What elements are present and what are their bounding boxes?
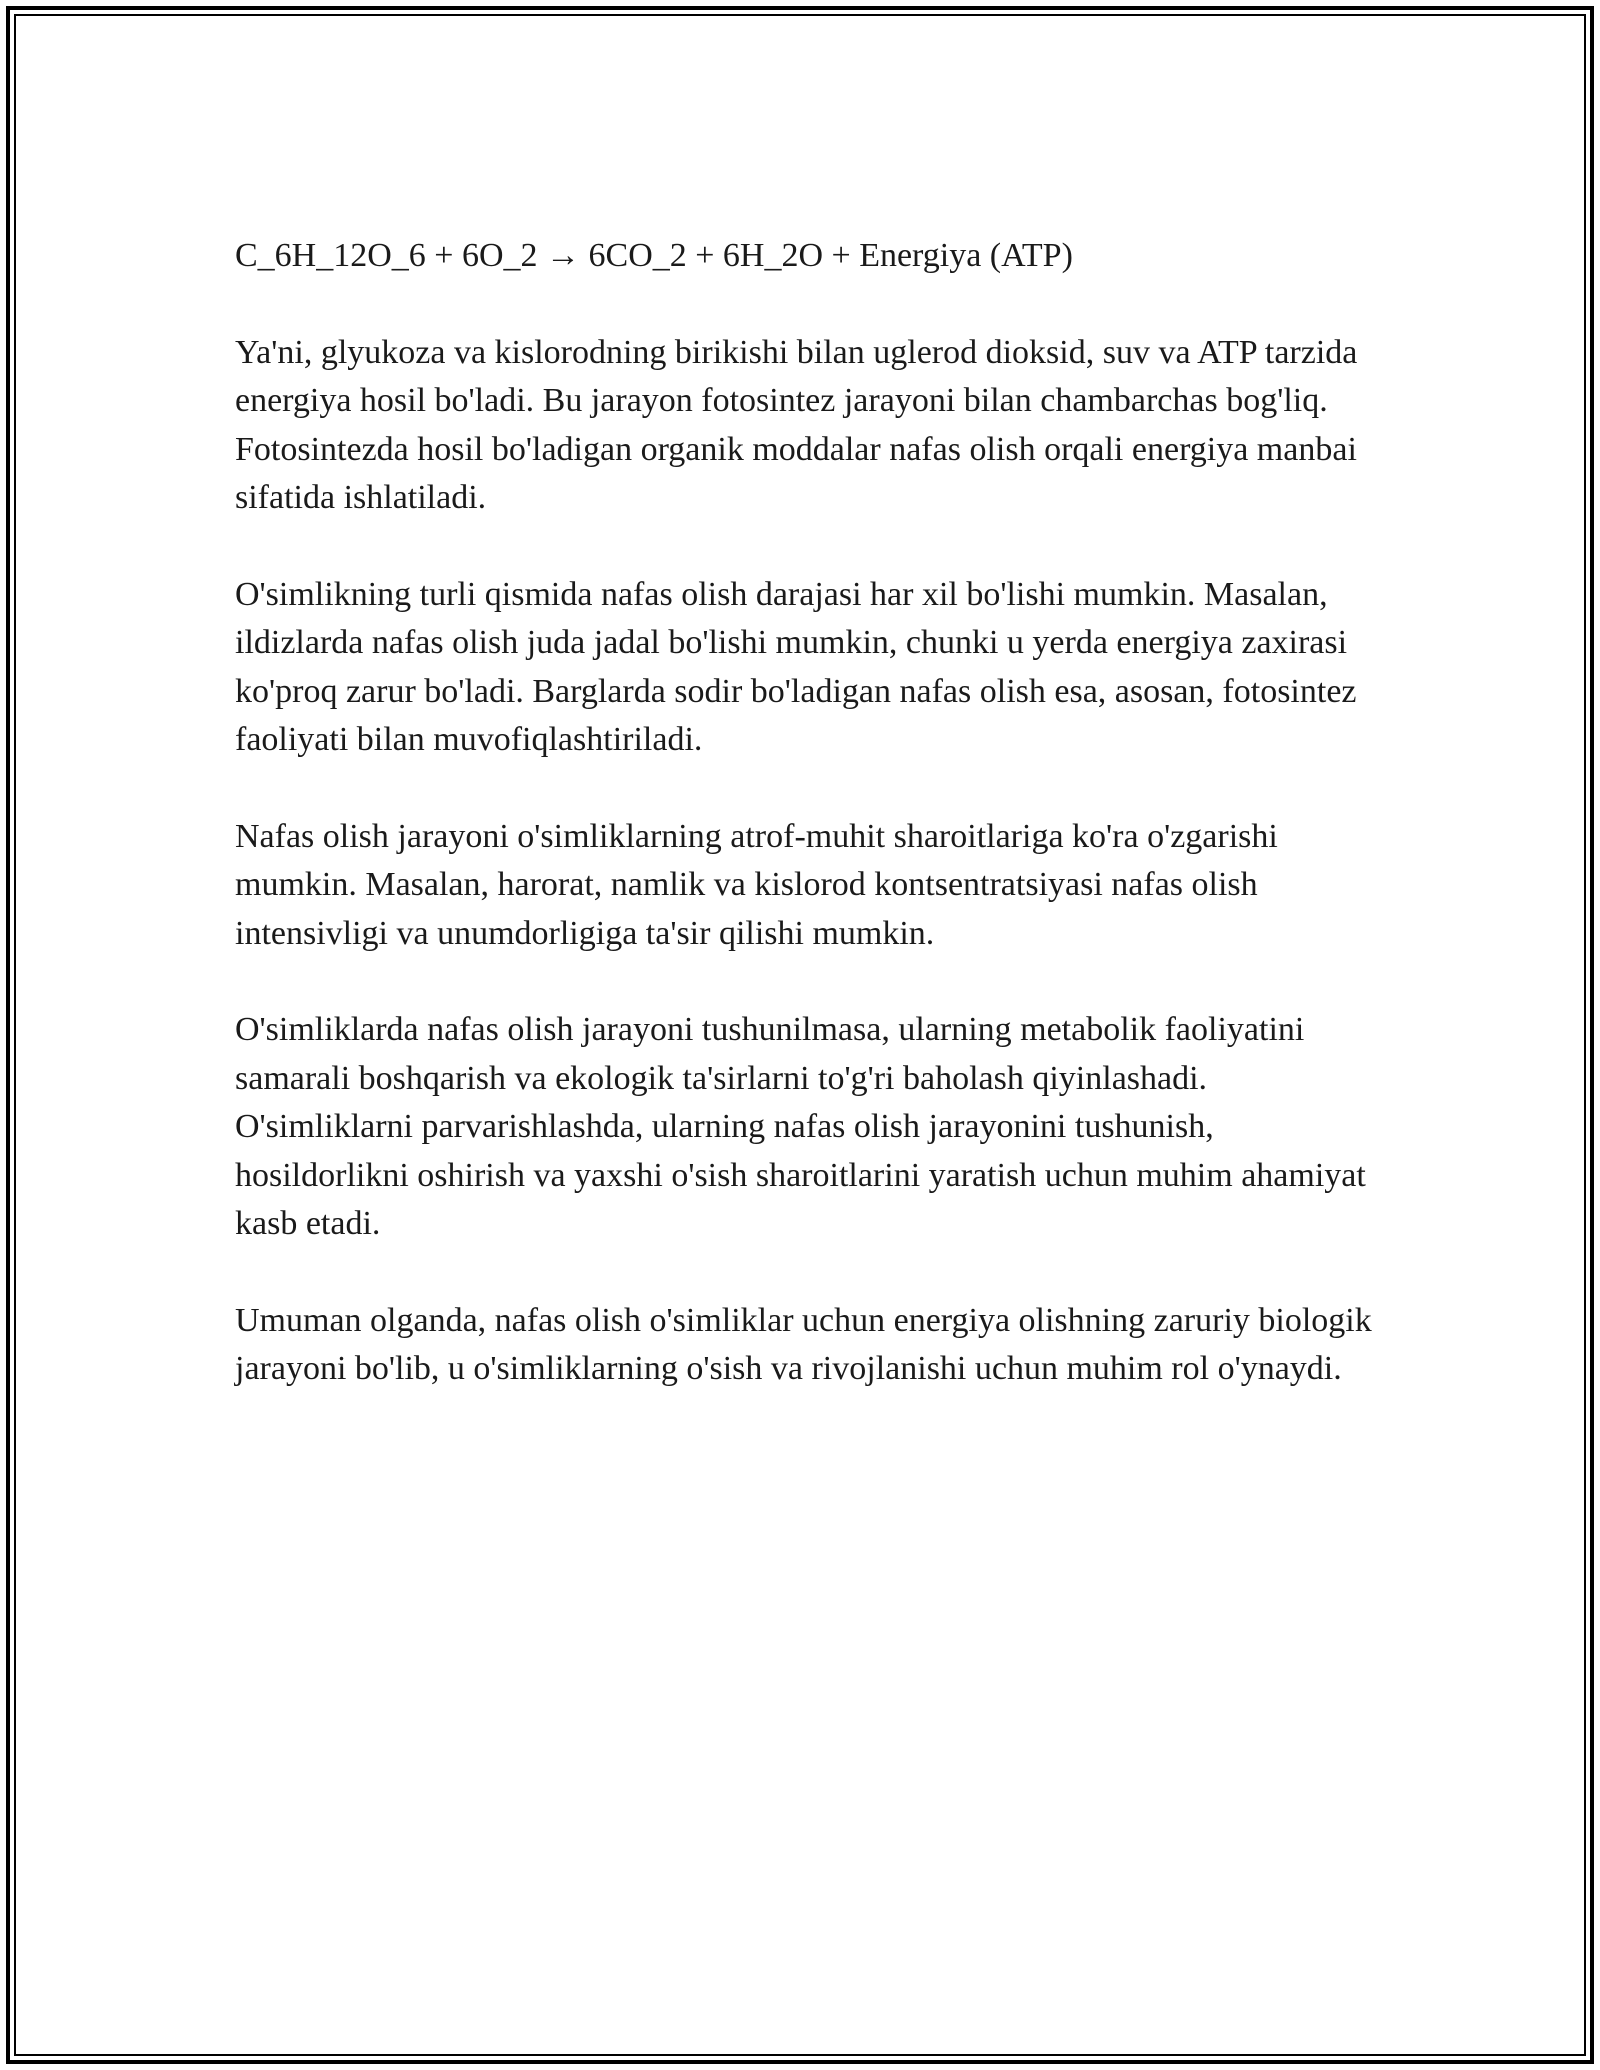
document-body (235, 232, 1375, 1442)
paragraph: Nafas olish jarayoni o'simliklarning atrof-muhit sharoitlariga ko'ra o'zgarishi mumkin. Masalan, harorat, namlik va kislorod kontsentratsiyasi nafas olish intensivligi va unumdorligiga ta'sir qilishi mumkin. (235, 817, 1278, 952)
paragraph: O'simlikning turli qismida nafas olish darajasi har xil bo'lishi mumkin. Masalan, ildizlarda nafas olish juda jadal bo'lishi mumkin, chunki u yerda energiya zaxirasi ko'proq zarur bo'ladi. Barglarda sodir bo'ladigan nafas olish esa, asosan, fotosintez faoliyati bilan muvofiqlashtiriladi. (235, 575, 1357, 758)
equation-line: C_6H_12O_6 + 6O_2 → 6CO_2 + 6H_2O + Energiya (ATP) (235, 237, 1073, 274)
paragraph: Ya'ni, glyukoza va kislorodning birikishi bilan uglerod dioksid, suv va ATP tarzida energiya hosil bo'ladi. Bu jarayon fotosintez jarayoni bilan chambarchas bog'liq. Fotosintezda hosil bo'ladigan organik moddalar nafas olish orqali energiya manbai sifatida ishlatiladi. (235, 333, 1358, 516)
paragraph: Umuman olganda, nafas olish o'simliklar uchun energiya olishning zaruriy biologik jarayoni bo'lib, u o'simliklarning o'sish va rivojlanishi uchun muhim rol o'ynaydi. (235, 1301, 1372, 1387)
paragraph: O'simliklarda nafas olish jarayoni tushunilmasa, ularning metabolik faoliyatini samarali boshqarish va ekologik ta'sirlarni to'g'ri baholash qiyinlashadi. O'simliklarni parvarishlashda, ularning nafas olish jarayonini tushunish, hosildorlikni oshirish va yaxshi o'sish sharoitlarini yaratish uchun muhim ahamiyat kasb etadi. (235, 1011, 1366, 1242)
